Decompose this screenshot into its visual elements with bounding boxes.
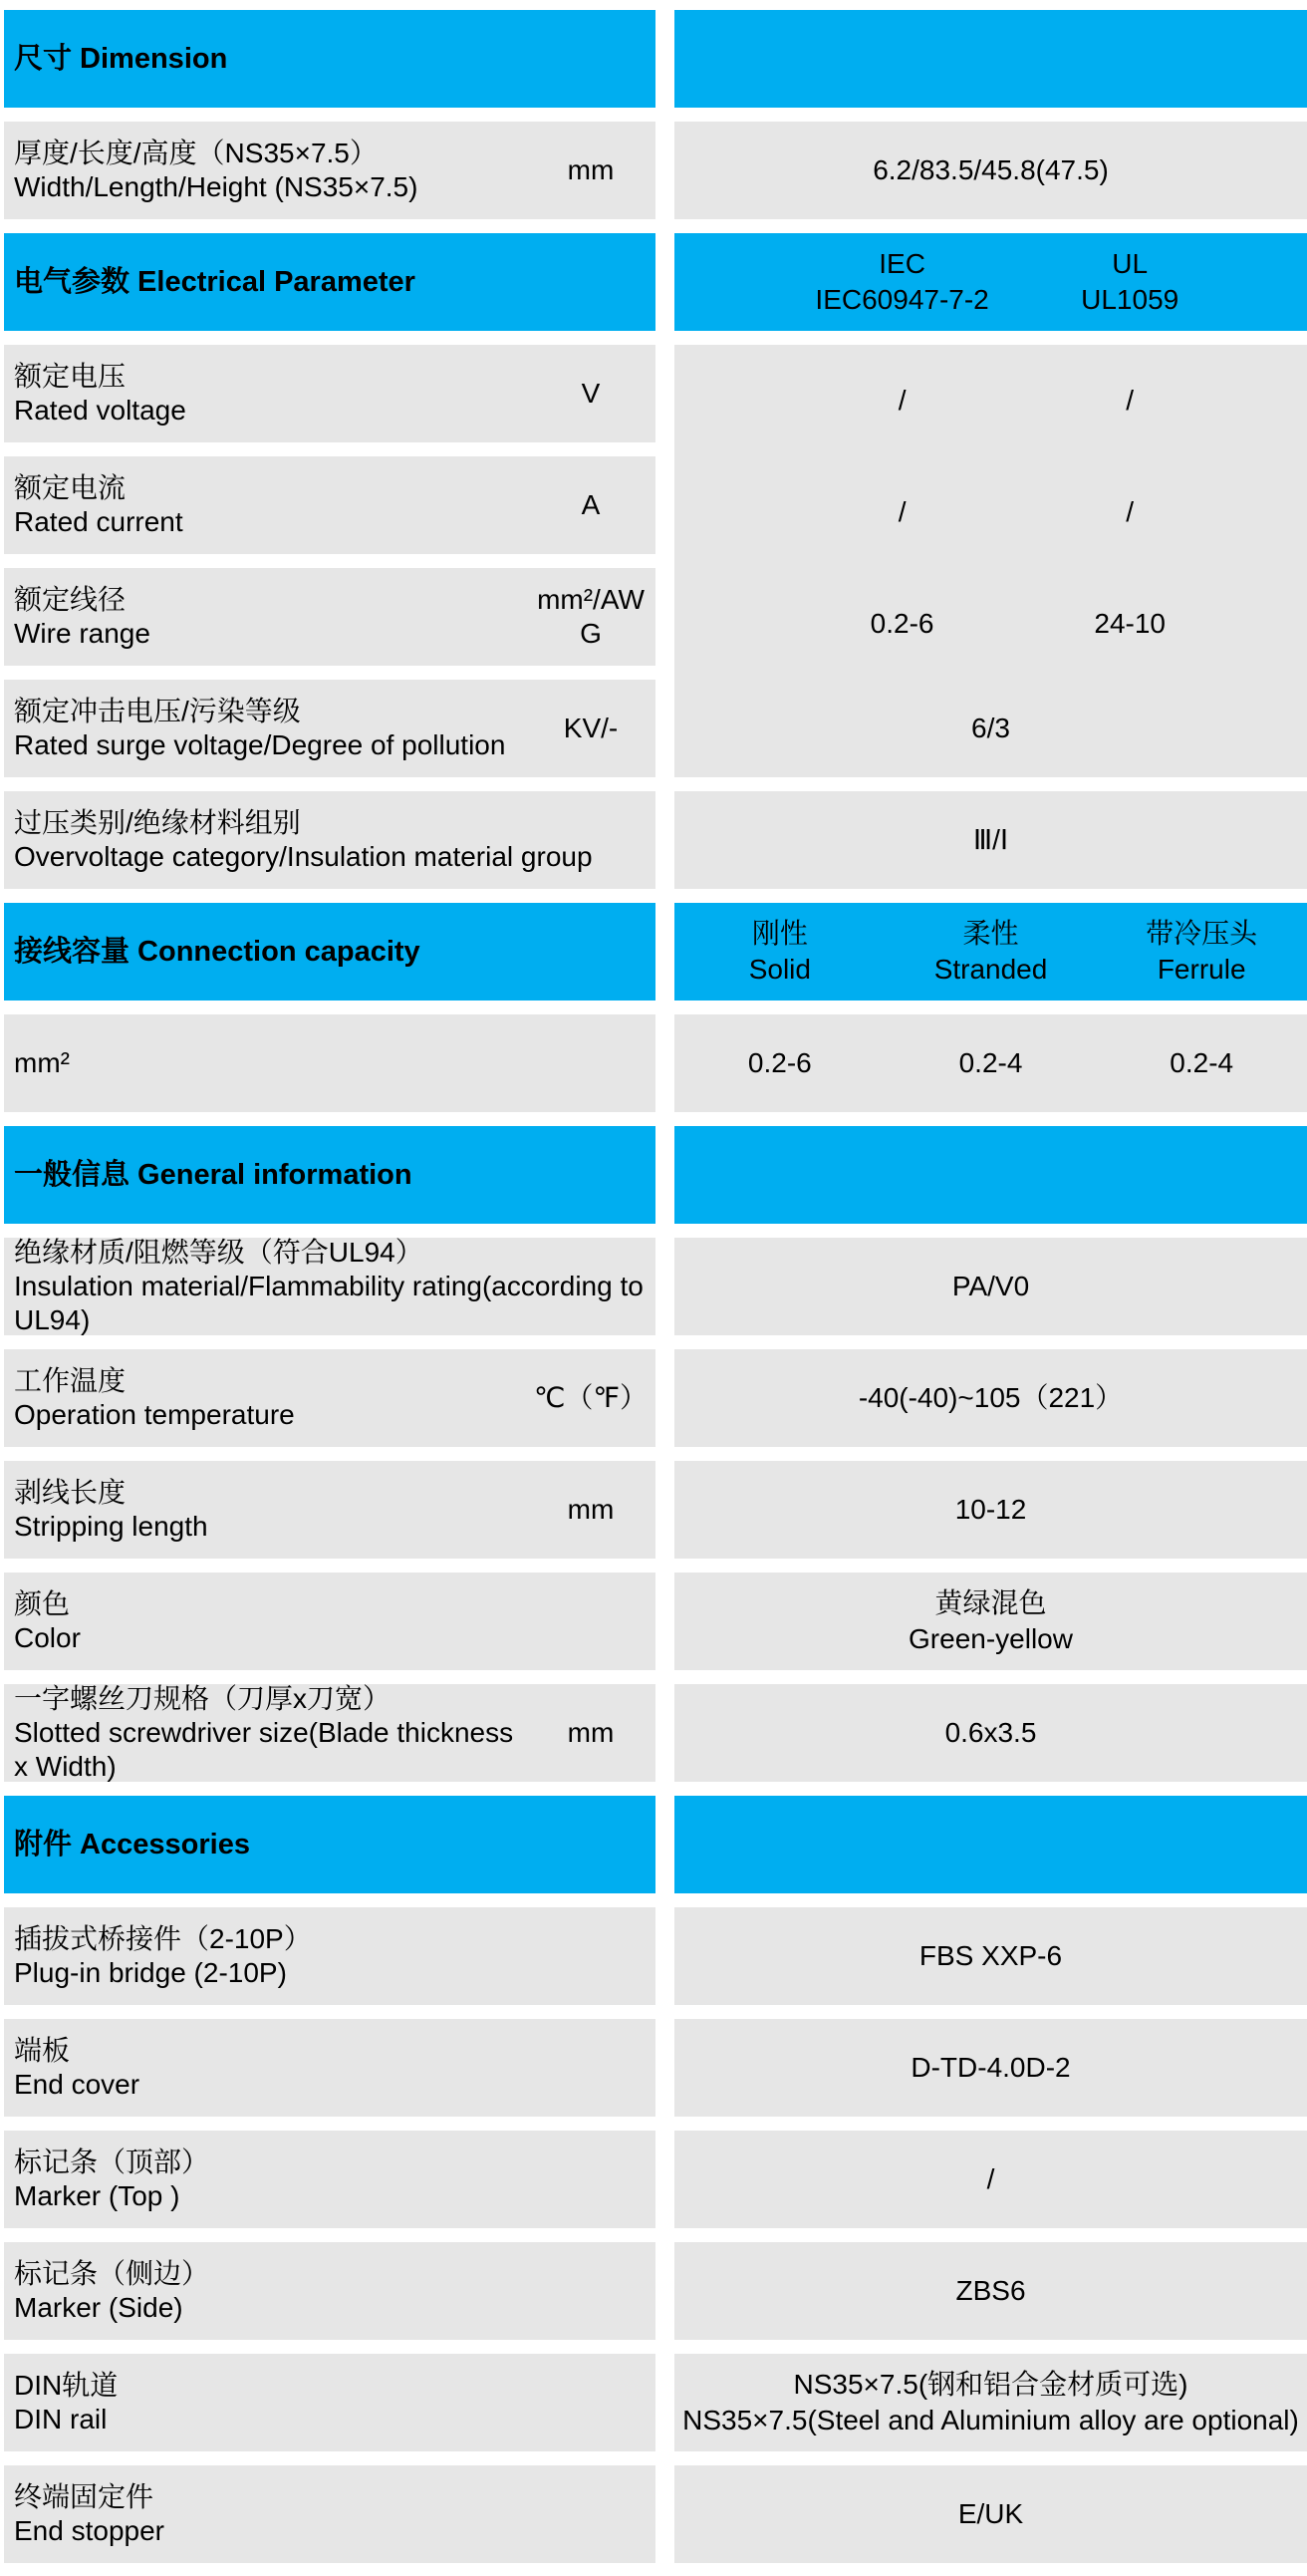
electrical-param-column <box>4 345 655 777</box>
value-ul: / <box>1126 385 1135 416</box>
stranded-label-zh: 柔性 <box>962 918 1019 949</box>
section-title-cell <box>4 903 655 1001</box>
stranded-column-header <box>886 903 1097 1001</box>
ul-label: UL <box>1112 248 1149 279</box>
param-label <box>14 806 655 874</box>
param-cell <box>4 1573 655 1670</box>
ferrule-column-header <box>1096 903 1307 1001</box>
param-label-zh: 绝缘材质/阻燃等级（符合UL94） <box>14 1238 423 1268</box>
value-cell <box>674 1573 1307 1670</box>
param-cell <box>4 1014 655 1112</box>
param-label <box>14 1046 655 1080</box>
row-bridge <box>4 1907 1307 2005</box>
param-cell <box>4 2131 655 2228</box>
param-label-zh: 剥线长度 <box>14 1477 127 1508</box>
param-cell-surge-pollution <box>4 680 655 777</box>
param-cell-rated-current <box>4 456 655 554</box>
value-slot-surge-pollution <box>674 680 1307 777</box>
unit-label: mm <box>567 154 615 185</box>
unit-label: V <box>581 378 601 409</box>
param-label <box>14 1476 530 1544</box>
param-label-zh: 厚度/长度/高度（NS35×7.5） <box>14 138 378 168</box>
param-label-en: Overvoltage category/Insulation material group <box>14 841 593 872</box>
param-label <box>14 1587 655 1655</box>
value-cell <box>674 2465 1307 2563</box>
row-din-rail <box>4 2354 1307 2451</box>
value-text: D-TD-4.0D-2 <box>911 2052 1071 2083</box>
value-en: NS35×7.5(Steel and Aluminium alloy are optional) <box>682 2405 1299 2435</box>
param-label-en: DIN rail <box>14 2404 108 2434</box>
param-label-en: End stopper <box>14 2515 164 2546</box>
unit-label: mm <box>567 1717 615 1748</box>
electrical-values-cell <box>674 345 1307 777</box>
param-label-en: Color <box>14 1622 81 1653</box>
param-label-zh: 一字螺丝刀规格（刀厚x刀宽） <box>14 1684 392 1714</box>
value-text: 6/3 <box>971 713 1010 743</box>
standards-header-cell <box>674 233 1307 331</box>
value-cell <box>674 1907 1307 2005</box>
param-label-zh: 过压类别/绝缘材料组别 <box>14 807 301 838</box>
row-marker-side <box>4 2242 1307 2340</box>
value-text: 0.2-4 <box>958 1047 1023 1078</box>
param-label-en: Marker (Top ) <box>14 2180 180 2211</box>
electrical-rows-group <box>4 345 1307 777</box>
value-text: ZBS6 <box>955 2275 1026 2306</box>
param-label <box>14 1238 655 1335</box>
value-text <box>682 2367 1299 2438</box>
value-iec: 0.2-6 <box>870 608 934 639</box>
capacity-header-cell <box>674 903 1307 1001</box>
unit-label: mm <box>567 1494 615 1525</box>
value-text: E/UK <box>957 2498 1024 2529</box>
param-label <box>14 2146 655 2213</box>
param-label-en: Rated current <box>14 506 183 537</box>
iec-column-header <box>815 233 988 331</box>
ul-column-header <box>1081 233 1178 331</box>
unit-label: A <box>581 489 601 520</box>
value-text: -40(-40)~105（221） <box>858 1382 1124 1413</box>
value-cell <box>674 2019 1307 2117</box>
param-cell-rated-voltage <box>4 345 655 442</box>
iec-standard: IEC60947-7-2 <box>815 284 989 315</box>
row-color <box>4 1573 1307 1670</box>
param-label <box>14 2480 655 2548</box>
section-header-value-cell <box>674 1126 1307 1224</box>
row-marker-top <box>4 2131 1307 2228</box>
ferrule-label-zh: 带冷压头 <box>1146 918 1258 949</box>
iec-label: IEC <box>879 248 925 279</box>
value-text: 0.2-4 <box>1170 1047 1234 1078</box>
param-label-en: Marker (Side) <box>14 2292 183 2323</box>
param-label <box>14 1922 655 1990</box>
value-text: Ⅲ/Ⅰ <box>972 824 1009 855</box>
param-cell <box>4 791 655 889</box>
value-cell <box>674 122 1307 219</box>
value-slot-wire-range <box>674 568 1307 680</box>
param-label-zh: 终端固定件 <box>14 2481 154 2512</box>
param-label-zh: 额定冲击电压/污染等级 <box>14 696 301 726</box>
value-cell <box>674 1349 1307 1447</box>
param-cell <box>4 1461 655 1559</box>
param-label-zh: DIN轨道 <box>14 2370 119 2401</box>
value-cell <box>674 2354 1307 2451</box>
value-en: Green-yellow <box>909 1623 1073 1654</box>
value-ferrule <box>1096 1014 1307 1112</box>
section-title-cell <box>4 10 655 108</box>
value-text: 0.6x3.5 <box>944 1717 1037 1748</box>
unit-label: mm²/AWG <box>537 584 645 649</box>
param-cell <box>4 2465 655 2563</box>
row-temperature <box>4 1349 1307 1447</box>
solid-column-header <box>674 903 886 1001</box>
param-label-zh: 标记条（侧边） <box>14 2258 210 2289</box>
value-slot-rated-current <box>674 456 1307 568</box>
param-label <box>14 583 530 651</box>
param-label <box>14 695 530 762</box>
value-text: 10-12 <box>954 1494 1027 1525</box>
value-cell <box>674 2242 1307 2340</box>
param-label <box>14 137 530 204</box>
value-text: 0.2-6 <box>747 1047 812 1078</box>
row-insulation <box>4 1238 1307 1335</box>
solid-label-zh: 刚性 <box>751 918 808 949</box>
section-title: 电气参数 Electrical Parameter <box>14 266 415 298</box>
param-cell <box>4 1349 655 1447</box>
param-label-en: Stripping length <box>14 1511 208 1542</box>
row-screwdriver <box>4 1684 1307 1782</box>
capacity-values <box>674 1014 1307 1112</box>
section-header-general <box>4 1126 1307 1224</box>
value-zh: NS35×7.5(钢和铝合金材质可选) <box>793 2369 1188 2400</box>
param-label-zh: 标记条（顶部） <box>14 2147 210 2177</box>
section-title-cell <box>4 233 655 331</box>
param-cell <box>4 2019 655 2117</box>
row-dimension <box>4 122 1307 219</box>
section-title-cell <box>4 1796 655 1893</box>
value-text: / <box>986 2163 995 2194</box>
section-header-electrical <box>4 233 1307 331</box>
param-label-zh: 颜色 <box>14 1588 71 1619</box>
value-text: FBS XXP-6 <box>918 1940 1063 1971</box>
param-label-en: Operation temperature <box>14 1399 295 1430</box>
param-label <box>14 471 530 539</box>
param-label-zh: mm² <box>14 1047 70 1078</box>
param-label-zh: 端板 <box>14 2035 71 2066</box>
value-iec: / <box>898 385 907 416</box>
section-title: 尺寸 Dimension <box>14 43 228 75</box>
value-iec: / <box>898 496 907 527</box>
value-text: PA/V0 <box>951 1271 1030 1301</box>
param-label-en: Rated surge voltage/Degree of pollution <box>14 729 506 760</box>
param-label-zh: 插拔式桥接件（2-10P） <box>14 1923 312 1954</box>
solid-label-en: Solid <box>748 954 811 985</box>
param-label <box>14 2369 655 2436</box>
value-slot-rated-voltage <box>674 345 1307 456</box>
section-header-value-cell <box>674 1796 1307 1893</box>
unit-label: ℃（℉） <box>533 1382 649 1413</box>
value-text: 6.2/83.5/45.8(47.5) <box>873 154 1109 185</box>
row-end-cover <box>4 2019 1307 2117</box>
param-label-en: Plug-in bridge (2-10P) <box>14 1957 287 1988</box>
param-cell <box>4 2354 655 2451</box>
section-title: 附件 Accessories <box>14 1829 250 1860</box>
value-cell <box>674 1014 1307 1112</box>
section-title-cell <box>4 1126 655 1224</box>
section-header-connection-capacity <box>4 903 1307 1001</box>
param-cell-wire-range <box>4 568 655 666</box>
section-title: 一般信息 General information <box>14 1159 412 1191</box>
ferrule-label-en: Ferrule <box>1157 954 1246 985</box>
param-cell <box>4 1684 655 1782</box>
param-label-en: Wire range <box>14 618 150 649</box>
value-solid <box>674 1014 886 1112</box>
value-stranded <box>886 1014 1097 1112</box>
row-end-stopper <box>4 2465 1307 2563</box>
param-label-zh: 工作温度 <box>14 1365 127 1396</box>
param-label <box>14 1364 530 1432</box>
section-header-value-cell <box>674 10 1307 108</box>
row-stripping <box>4 1461 1307 1559</box>
value-cell <box>674 1238 1307 1335</box>
param-label-zh: 额定线径 <box>14 584 127 615</box>
param-cell <box>4 2242 655 2340</box>
param-cell <box>4 122 655 219</box>
param-label-en: Slotted screwdriver size(Blade thickness x Width) <box>14 1717 514 1782</box>
param-cell <box>4 1238 655 1335</box>
ul-standard: UL1059 <box>1081 284 1179 315</box>
section-header-accessories <box>4 1796 1307 1893</box>
unit-label: KV/- <box>563 713 619 743</box>
row-capacity-mm2 <box>4 1014 1307 1112</box>
param-label-zh: 额定电压 <box>14 361 127 392</box>
param-label-zh: 额定电流 <box>14 472 127 503</box>
param-label-en: Insulation material/Flammability rating(according to UL94) <box>14 1271 644 1335</box>
value-cell <box>674 2131 1307 2228</box>
stranded-label-en: Stranded <box>933 954 1048 985</box>
param-label <box>14 360 530 428</box>
param-label <box>14 2034 655 2102</box>
value-zh: 黄绿混色 <box>934 1587 1047 1618</box>
section-header-dimension <box>4 10 1307 108</box>
value-text <box>909 1585 1073 1657</box>
value-cell <box>674 1461 1307 1559</box>
row-overvoltage <box>4 791 1307 889</box>
param-cell <box>4 1907 655 2005</box>
param-label-en: End cover <box>14 2069 140 2100</box>
param-label-en: Rated voltage <box>14 395 186 426</box>
section-title: 接线容量 Connection capacity <box>14 936 420 968</box>
param-label <box>14 1684 530 1782</box>
value-ul: / <box>1126 496 1135 527</box>
value-cell <box>674 1684 1307 1782</box>
param-label-en: Width/Length/Height (NS35×7.5) <box>14 171 418 202</box>
param-label <box>14 2257 655 2325</box>
capacity-columns <box>674 903 1307 1001</box>
value-ul: 24-10 <box>1094 608 1166 639</box>
value-cell <box>674 791 1307 889</box>
